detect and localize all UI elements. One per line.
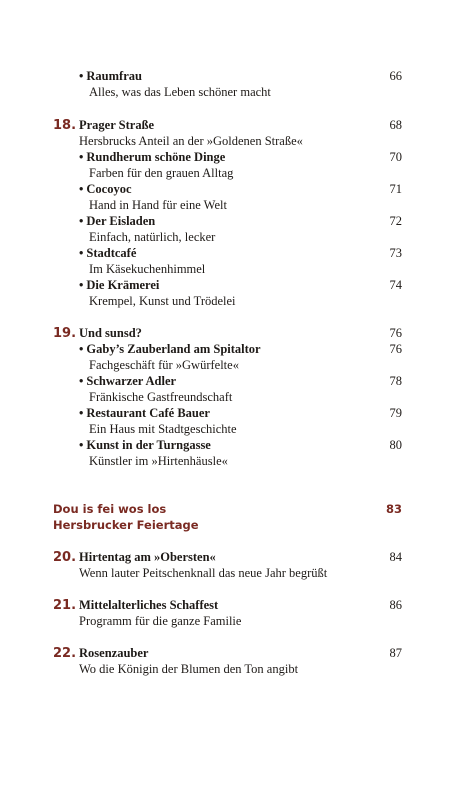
bullet: •	[79, 342, 84, 356]
entry-title: Rosenzauber	[79, 646, 149, 660]
entry-title: Stadtcafé	[86, 246, 137, 260]
bullet: •	[79, 214, 84, 228]
bullet: •	[79, 374, 84, 388]
entry-subtitle: Hersbrucks Anteil an der »Goldenen Straße«	[79, 134, 303, 148]
bullet: •	[79, 150, 84, 164]
section-title: Dou is fei wos los	[53, 502, 167, 516]
entry-title: Raumfrau	[86, 69, 142, 83]
toc-entry	[79, 438, 211, 453]
toc-entry-raumfrau	[79, 69, 142, 84]
toc-entry	[79, 406, 210, 421]
bullet: •	[79, 278, 84, 292]
entry-subtitle: Einfach, natürlich, lecker	[89, 230, 216, 244]
bullet: •	[79, 69, 84, 83]
toc-entry	[79, 214, 155, 229]
entry-page: 66	[389, 69, 402, 83]
chapter-number: 20.	[53, 550, 77, 565]
entry-subtitle: Ein Haus mit Stadtgeschichte	[89, 422, 237, 436]
chapter-number: 18.	[53, 118, 77, 133]
entry-subtitle: Krempel, Kunst und Trödelei	[89, 294, 236, 308]
entry-subtitle: Alles, was das Leben schöner macht	[89, 85, 271, 99]
toc-entry	[79, 182, 132, 197]
toc-entry	[79, 246, 136, 261]
entry-subtitle: Hand in Hand für eine Welt	[89, 198, 227, 212]
entry-page: 80	[389, 438, 402, 452]
entry-title: Rundherum schöne Dinge	[86, 150, 226, 164]
entry-subtitle: Programm für die ganze Familie	[79, 614, 242, 628]
entry-subtitle: Künstler im »Hirtenhäusle«	[89, 454, 228, 468]
toc-entry	[79, 150, 225, 165]
chapter-number: 21.	[53, 598, 77, 613]
entry-page: 73	[389, 246, 402, 260]
entry-subtitle: Fachgeschäft für »Gwürfelte«	[89, 358, 239, 372]
entry-title: Restaurant Café Bauer	[86, 406, 210, 420]
bullet: •	[79, 182, 84, 196]
toc-entry	[79, 374, 176, 389]
entry-page: 78	[389, 374, 402, 388]
entry-page: 72	[389, 214, 402, 228]
entry-title: Mittelalterliches Schaffest	[79, 598, 219, 612]
entry-page: 71	[389, 182, 402, 196]
entry-title: Und sunsd?	[79, 326, 142, 340]
entry-title: Die Krämerei	[86, 278, 160, 292]
section-subtitle: Hersbrucker Feiertage	[53, 518, 199, 532]
section-page: 83	[385, 502, 402, 516]
toc-entry	[79, 342, 261, 357]
entry-title: Prager Straße	[79, 118, 155, 132]
bullet: •	[79, 438, 84, 452]
toc-entry	[79, 278, 159, 293]
entry-subtitle: Wenn lauter Peitschenknall das neue Jahr begrüßt	[79, 566, 328, 580]
entry-title: Schwarzer Adler	[86, 374, 177, 388]
entry-page: 87	[389, 646, 402, 660]
chapter-number: 19.	[53, 326, 77, 341]
entry-page: 86	[389, 598, 402, 612]
entry-page: 76	[389, 342, 402, 356]
entry-page: 76	[389, 326, 402, 340]
bullet: •	[79, 406, 84, 420]
entry-title: Cocoyoc	[86, 182, 132, 196]
entry-subtitle: Fränkische Gastfreundschaft	[89, 390, 233, 404]
entry-subtitle: Wo die Königin der Blumen den Ton angibt	[79, 662, 299, 676]
entry-subtitle: Farben für den grauen Alltag	[89, 166, 234, 180]
entry-subtitle: Im Käsekuchenhimmel	[89, 262, 206, 276]
entry-title: Kunst in der Turngasse	[86, 438, 211, 452]
entry-page: 79	[389, 406, 402, 420]
bullet: •	[79, 246, 84, 260]
entry-page: 70	[389, 150, 402, 164]
entry-title: Der Eisladen	[86, 214, 156, 228]
entry-page: 68	[389, 118, 402, 132]
entry-title: Hirtentag am »Obersten«	[79, 550, 216, 564]
chapter-number: 22.	[53, 646, 77, 661]
entry-title: Gaby’s Zauberland am Spitaltor	[86, 342, 261, 356]
entry-page: 84	[389, 550, 402, 564]
entry-page: 74	[389, 278, 402, 292]
